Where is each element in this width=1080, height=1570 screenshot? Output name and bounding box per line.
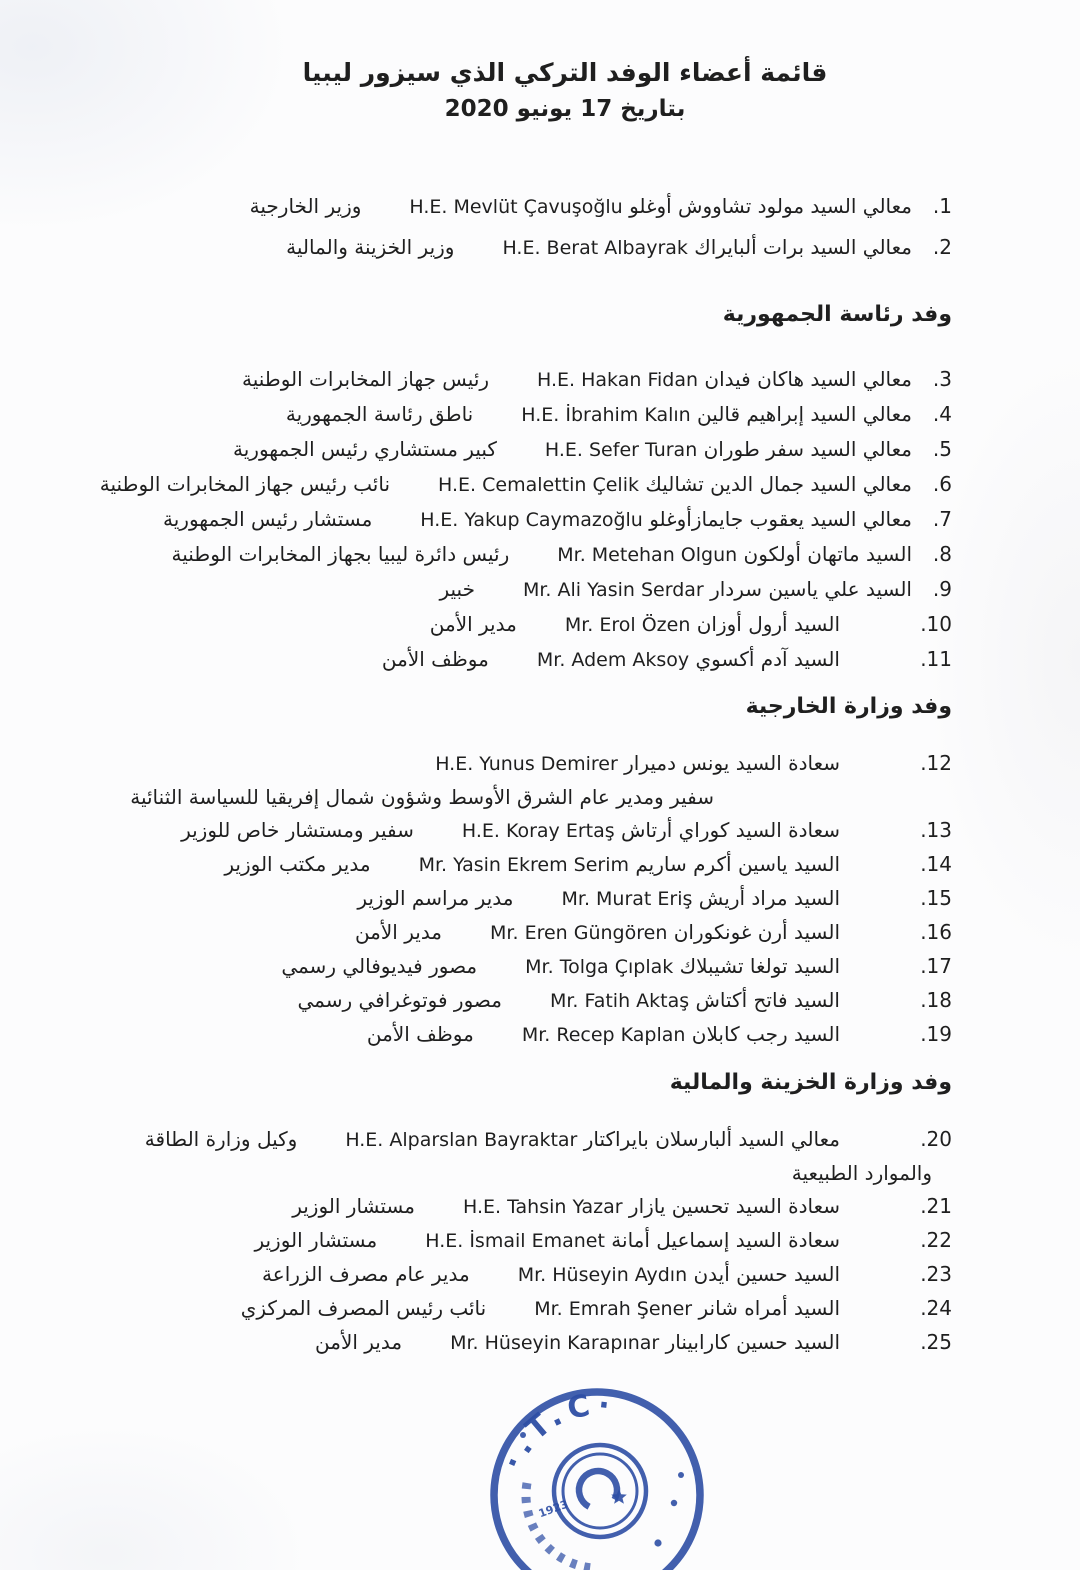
delegate-row	[55, 1127, 952, 1161]
delegate-role: مدير الأمن	[354, 920, 443, 944]
delegate-role: وكيل وزارة الطاقة	[144, 1127, 298, 1151]
delegate-name-latin: Mr. Metehan Olgun	[557, 544, 738, 566]
delegate-name-arabic: معالي السيد برات ألبايراك	[687, 235, 912, 259]
item-number: 4.	[932, 402, 952, 426]
delegate-name	[425, 1228, 840, 1252]
delegate-row	[55, 367, 952, 402]
item-number: 10.	[920, 612, 952, 636]
delegate-name-arabic: معالي السيد مولود تشاووش أوغلو	[622, 194, 912, 218]
delegate-role: مستشار رئيس الجمهورية	[163, 507, 373, 531]
delegate-name	[462, 818, 840, 842]
delegate-row	[55, 472, 952, 507]
document-title-line1: قائمة أعضاء الوفد التركي الذي سيزور ليبيا	[302, 58, 828, 87]
delegate-row	[55, 1228, 952, 1262]
delegate-name-latin: Mr. Hüseyin Karapınar	[450, 1332, 660, 1354]
delegate-name-latin: Mr. Yasin Ekrem Serim	[418, 854, 629, 876]
section-header-foreign_ministry: وفد وزارة الخارجية	[745, 694, 952, 719]
delegate-row	[55, 818, 952, 852]
delegate-row	[55, 507, 952, 542]
delegate-name	[502, 235, 912, 259]
delegate-row	[55, 577, 952, 612]
delegate-row	[55, 920, 952, 954]
item-number: 3.	[932, 367, 952, 391]
delegate-name-latin: H.E. Yunus Demirer	[435, 753, 618, 775]
section-header-presidency: وفد رئاسة الجمهورية	[722, 302, 952, 327]
delegate-name-arabic: السيد مراد أريش	[692, 886, 840, 910]
delegate-name	[565, 612, 840, 636]
item-number: 6.	[932, 472, 952, 496]
delegate-role: مدير عام مصرف الزراعة	[262, 1262, 470, 1286]
delegate-role: مستشار الوزير	[254, 1228, 378, 1252]
delegate-row	[55, 235, 952, 276]
delegate-row	[55, 542, 952, 577]
delegate-row	[55, 852, 952, 886]
item-number: 8.	[932, 542, 952, 566]
item-number: 12.	[920, 751, 952, 775]
item-number: 21.	[920, 1194, 952, 1218]
document-body	[0, 194, 1080, 1364]
item-number: 20.	[920, 1127, 952, 1151]
item-number: 22.	[920, 1228, 952, 1252]
delegate-name	[409, 194, 912, 218]
delegate-row	[55, 1262, 952, 1296]
delegate-name-latin: H.E. Tahsin Yazar	[463, 1196, 623, 1218]
delegate-row	[55, 1194, 952, 1228]
delegate-name	[537, 647, 840, 671]
item-number: 14.	[920, 852, 952, 876]
delegate-row	[55, 751, 952, 785]
delegate-name-latin: Mr. Erol Özen	[564, 614, 691, 636]
item-number: 11.	[920, 647, 952, 671]
official-stamp	[465, 1383, 737, 1570]
delegate-name-arabic: السيد تولغا تشيبلاك	[673, 954, 840, 978]
delegate-name-latin: H.E. Koray Ertaş	[461, 820, 615, 842]
delegate-role: مدير الأمن	[315, 1330, 403, 1354]
item-number: 15.	[920, 886, 952, 910]
item-number: 19.	[920, 1022, 952, 1046]
delegate-row	[55, 612, 952, 647]
delegate-name-arabic: السيد حسين كارابينار	[659, 1330, 840, 1354]
section-treasury_finance	[55, 1070, 952, 1364]
delegate-name-arabic: السيد علي ياسين سردار	[703, 577, 912, 601]
item-number: 1.	[932, 194, 952, 218]
delegate-name-latin: H.E. İsmail Emanet	[425, 1230, 605, 1252]
delegate-role: موظف الأمن	[381, 647, 489, 671]
delegate-name-latin: Mr. Adem Aksoy	[536, 649, 690, 671]
delegate-name	[518, 1262, 840, 1286]
delegate-name-arabic: معالي السيد يعقوب جايمازأوغلو	[642, 507, 912, 531]
delegate-name	[522, 1022, 840, 1046]
delegate-role: سفير ومستشار خاص للوزير	[181, 818, 414, 842]
crescent-icon	[572, 1464, 623, 1515]
delegate-name-latin: H.E. Mevlüt Çavuşoğlu	[409, 196, 623, 218]
delegate-name-arabic: سعادة السيد تحسين يازار	[622, 1194, 840, 1218]
delegate-row	[55, 988, 952, 1022]
delegate-name-latin: Mr. Murat Eriş	[561, 888, 693, 910]
delegate-name	[523, 577, 912, 601]
delegate-name-latin: H.E. Berat Albayrak	[502, 237, 688, 259]
delegate-role-line2: والموارد الطبيعية	[791, 1161, 932, 1185]
delegate-name-latin: H.E. Yakup Caymazoğlu	[420, 509, 643, 531]
delegate-name-latin: Mr. Emrah Şener	[534, 1298, 693, 1320]
delegate-name	[537, 367, 912, 391]
delegate-name-latin: Mr. Recep Kaplan	[521, 1024, 686, 1046]
delegate-role: وزير الخزينة والمالية	[286, 235, 455, 259]
item-number: 23.	[920, 1262, 952, 1286]
delegate-name-arabic: السيد رجب كابلان	[685, 1022, 840, 1046]
delegate-row	[55, 886, 952, 920]
delegate-name	[435, 751, 840, 775]
delegate-row	[55, 437, 952, 472]
delegate-row	[55, 954, 952, 988]
delegate-name	[521, 402, 912, 426]
delegate-role: رئيس دائرة ليبيا بجهاز المخابرات الوطنية	[171, 542, 510, 566]
delegate-role: ناطق رئاسة الجمهورية	[285, 402, 474, 426]
delegate-name-latin: H.E. Alparslan Bayraktar	[345, 1129, 578, 1151]
item-number: 16.	[920, 920, 952, 944]
delegate-name-arabic: معالي السيد سفر طوران	[697, 437, 912, 461]
delegate-name-arabic: السيد آدم أكسوي	[689, 647, 840, 671]
delegate-row	[55, 1296, 952, 1330]
delegate-name-latin: Mr. Fatih Aktaş	[549, 990, 690, 1012]
delegate-name-arabic: سعادة السيد إسماعيل أمانة	[604, 1228, 840, 1252]
delegate-role: مدير مراسم الوزير	[357, 886, 514, 910]
delegate-name-arabic: سعادة السيد يونس دميرار	[617, 751, 840, 775]
delegate-name-latin: Mr. Tolga Çıplak	[525, 956, 674, 978]
delegate-name-arabic: السيد أرن غونكوران	[667, 920, 840, 944]
delegate-row	[55, 1022, 952, 1056]
delegate-name	[345, 1127, 840, 1151]
section-intro	[55, 194, 952, 276]
delegate-name	[419, 852, 840, 876]
delegate-name	[550, 988, 840, 1012]
delegate-name-latin: H.E. Cemalettin Çelik	[438, 474, 639, 496]
delegate-name	[525, 954, 840, 978]
delegate-role: مصور فوتوغرافي رسمي	[297, 988, 502, 1012]
star-icon	[611, 1489, 627, 1504]
delegate-name-latin: H.E. Hakan Fidan	[537, 369, 699, 391]
delegate-role: نائب رئيس المصرف المركزي	[240, 1296, 487, 1320]
stamp-year: 1923	[536, 1497, 571, 1521]
section-foreign_ministry	[55, 694, 952, 1056]
delegate-name	[450, 1330, 840, 1354]
item-number: 25.	[920, 1330, 952, 1354]
delegate-role: كبير مستشاري رئيس الجمهورية	[233, 437, 497, 461]
delegate-role: رئيس جهاز المخابرات الوطنية	[241, 367, 490, 391]
delegate-role-line2: سفير ومدير عام الشرق الأوسط وشؤون شمال إفريقيا للسياسة الثنائية	[130, 785, 714, 809]
item-number: 9.	[932, 577, 952, 601]
delegate-name-latin: Mr. Hüseyin Aydın	[517, 1264, 688, 1286]
delegate-row	[55, 194, 952, 235]
delegate-role: نائب رئيس جهاز المخابرات الوطنية	[99, 472, 391, 496]
delegate-role: وزير الخارجية	[249, 194, 362, 218]
delegate-name-arabic: معالي السيد ألبارسلان بايراكتار	[577, 1127, 840, 1151]
item-number: 13.	[920, 818, 952, 842]
delegate-row	[55, 1330, 952, 1364]
delegate-role: مدير مكتب الوزير	[224, 852, 371, 876]
delegate-role: موظف الأمن	[366, 1022, 474, 1046]
delegate-name-latin: H.E. Sefer Turan	[544, 439, 698, 461]
delegate-name	[561, 886, 840, 910]
document-title-date: بتاريخ 17 يونيو 2020	[444, 96, 686, 122]
section-header-treasury_finance: وفد وزارة الخزينة والمالية	[669, 1070, 952, 1095]
delegate-role: خبير	[439, 577, 475, 601]
delegate-role: مصور فيديوفالي رسمي	[281, 954, 478, 978]
delegate-row	[55, 402, 952, 437]
delegate-name-arabic: السيد فاتح أكتاش	[689, 988, 840, 1012]
delegate-name	[438, 472, 912, 496]
delegate-name-arabic: معالي السيد جمال الدين تشاليك	[638, 472, 912, 496]
delegate-name-arabic: السيد أرول أوزان	[690, 612, 840, 636]
item-number: 24.	[920, 1296, 952, 1320]
item-number: 7.	[932, 507, 952, 531]
delegate-name	[463, 1194, 840, 1218]
item-number: 2.	[932, 235, 952, 259]
delegate-name-latin: H.E. İbrahim Kalın	[521, 404, 691, 426]
item-number: 17.	[920, 954, 952, 978]
stamp-initials: ·T.C.·	[495, 1387, 618, 1475]
item-number: 5.	[932, 437, 952, 461]
delegate-name-arabic: معالي السيد هاكان فيدان	[698, 367, 912, 391]
delegate-name-arabic: السيد حسين أيدن	[687, 1262, 840, 1286]
item-number: 18.	[920, 988, 952, 1012]
delegate-name	[490, 920, 840, 944]
delegate-name-latin: Mr. Ali Yasin Serdar	[522, 579, 704, 601]
delegate-name	[557, 542, 912, 566]
delegate-name-arabic: السيد ماتهان أولكون	[737, 542, 912, 566]
delegate-role: مدير الأمن	[429, 612, 517, 636]
section-presidency	[55, 302, 952, 682]
document-title	[25, 0, 1080, 122]
delegate-name	[534, 1296, 840, 1320]
delegate-name-latin: Mr. Eren Güngören	[490, 922, 668, 944]
delegate-row	[55, 647, 952, 682]
delegate-name-arabic: السيد أمراه شانر	[692, 1296, 840, 1320]
delegate-name	[420, 507, 912, 531]
delegate-role: مستشار الوزير	[292, 1194, 415, 1218]
delegate-name-arabic: سعادة السيد كوراي أرتاش	[614, 818, 840, 842]
delegate-name-arabic: السيد ياسين أكرم ساريم	[628, 852, 840, 876]
delegate-name	[545, 437, 912, 461]
delegate-name-arabic: معالي السيد إبراهيم قالين	[690, 402, 912, 426]
